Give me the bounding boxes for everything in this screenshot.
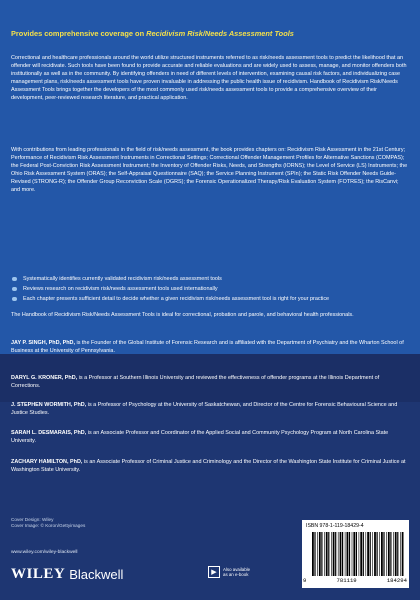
feature-list [11,275,409,306]
description-paragraph: Correctional and healthcare professionals around the world utilize structured instruments referred to as risk/needs assessment tools to predict the likelihood that an offender will recidivate. Such tools have been found to provide accurate and reliable evaluations and are widely used to assess, manage, and monitor offenders both institutionally as well as in the community. By identifying offenders in need of different levels of intervention, examining causal risk factors, and individualizing case management plans, risk/needs assessment tools have proven invaluable in addressing the public health issue of recidivism. Handbook of Recidivism Risk/Needs Assessment Tools brings together the developers of the most commonly used risk/needs assessment tools to provide a comprehensive overview of their development, peer-reviewed research literature, and practical application. [11,55,407,102]
audience-paragraph: The Handbook of Recidivism Risk/Needs Assessment Tools is ideal for correctional, probation and parole, and behavioral health professionals. [11,312,354,318]
publisher-url[interactable]: www.wiley.com/wiley-blackwell [11,550,78,555]
headline: Provides comprehensive coverage on Recidivism Risk/Needs Assessment Tools [11,29,294,38]
author-bio: ZACHARY HAMILTON, PhD, is an Associate Professor of Criminal Justice and Criminology and the Director of the Washington State Institute for Criminal Justice at Washington State University. [11,459,406,474]
author-bio: J. STEPHEN WORMITH, PhD, is a Professor of Psychology at the University of Saskatchewan, and Director of the Centre for Forensic Behavioural Science and Justice Studies. [11,402,398,417]
barcode-panel [302,520,409,588]
cover-image-credit: Cover Image: © Koron/Gettyimages [11,523,86,529]
bullet-icon [12,287,17,292]
cover-credits [11,517,85,529]
publisher-logo [11,566,123,583]
bullet-icon [12,297,17,302]
isbn-label: ISBN 978-1-119-18429-4 [306,523,364,529]
author-bio: SARAH L. DESMARAIS, PhD, is an Associate Professor and Coordinator of the Applied Social and Community Psychology Program at North Carolina State University. [11,430,389,445]
cover-design-credit: Cover Design: Wiley [11,517,54,522]
list-item: Systematically identifies currently validated recidivism risk/needs assessment tools [11,275,409,283]
bullet-icon [12,277,17,282]
barcode-icon [312,532,404,576]
chapters-paragraph: With contributions from leading professionals in the field of risk/needs assessment, the book provides chapters on: Recidivism Risk Assessment in the 21st Century; Performance of Recidivism Risk Assessment Instruments in Correctional Settings; Correctional Offender Management Profiles for Alternative Sanctions (COMPAS); the Federal Post-Conviction Risk Assessment Instrument; the Inventory of Offender Risks, Needs, and Strengths (IORNS); the Level of Service (LS) Instruments; the Ohio Risk Assessment System (ORAS); the Self-Appraisal Questionnaire (SAQ); the Service Planning Instrument (SPIn); the Static Risk Offender Needs Guide-Revised (STRONG-R); the Offender Group Reconviction Scale (OGRS); the Forensic Operationalized Therapy/Risk Evaluation System (FOTRES); the RisCanvi; and more. [11,147,408,194]
barcode-digits: 9 781119 184294 [303,577,407,584]
list-item: Reviews research on recidivism risk/needs assessment tools used internationally [11,285,409,293]
blackwell-wordmark: Blackwell [69,567,124,582]
ebook-icon: ▶ [208,566,220,578]
author-bio: JAY P. SINGH, PhD, PhD, is the Founder of the Global Institute of Forensic Research and is affiliated with the Department of Psychiatry and the Wharton School of Business at the University of Pennsylvania. [11,340,404,355]
ebook-badge: ▶ Also available as an e-book [208,566,250,578]
wiley-wordmark: WILEY [11,566,66,582]
list-item: Each chapter presents sufficient detail to decide whether a given recidivism risk/needs assessment tool is right for your practice [11,295,409,303]
author-bio: DARYL G. KRONER, PhD, is a Professor at Southern Illinois University and reviewed the effectiveness of offender programs at the Illinois Department of Corrections. [11,375,380,390]
